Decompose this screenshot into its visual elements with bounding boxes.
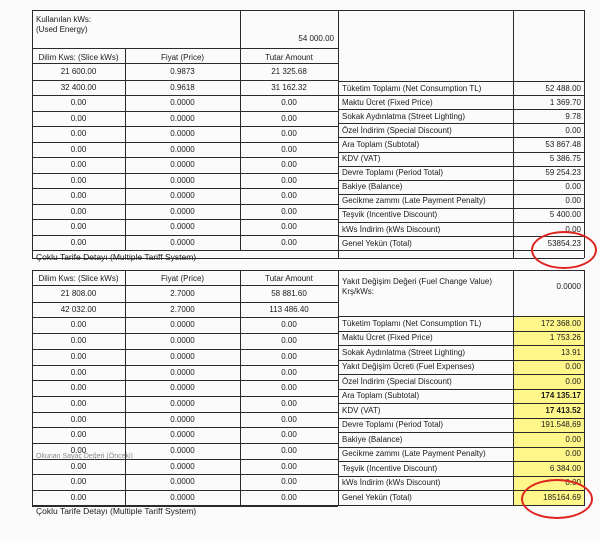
price-cell: 0.0000: [170, 446, 195, 455]
row-divider: [32, 396, 338, 397]
amount-cell: 0.00: [281, 206, 297, 216]
summary-divider: [338, 447, 584, 448]
row-divider: [32, 95, 338, 96]
col-slice-header-b: Dilim Kws: (Slice kWs): [38, 274, 119, 283]
summary-divider: [338, 374, 584, 375]
faint-overlap-text: Okunan Sayaç Değeri (Önceki): [36, 453, 133, 460]
summary-value: 6 384.00: [549, 463, 581, 473]
amount-cell: 58 881.60: [271, 289, 307, 298]
summary-label: Maktu Ücret (Fixed Price): [342, 333, 433, 342]
row-divider: [32, 333, 338, 334]
col-slice-header: Dilim Kws: (Slice kWs): [38, 53, 119, 62]
slice-cell: 0.00: [70, 129, 87, 138]
summary-divider: [338, 152, 584, 153]
summary-label: Ara Toplam (Subtotal): [342, 139, 420, 149]
summary-value: 185164.69: [543, 492, 581, 502]
summary-divider: [338, 432, 584, 433]
price-cell: 0.0000: [170, 383, 195, 393]
summary-value: 53 867.48: [545, 139, 581, 149]
used-energy-label: Kullanılan kWs:: [36, 15, 92, 24]
row-divider: [32, 317, 338, 318]
slice-cell: 0.00: [70, 160, 87, 169]
amount-cell: 0.00: [281, 160, 297, 169]
summary-label: Devre Toplamı (Period Total): [342, 168, 444, 178]
summary-divider: [338, 476, 584, 477]
amount-cell: 0.00: [281, 98, 297, 107]
summary-label: Bakiye (Balance): [342, 182, 403, 192]
row-divider: [32, 490, 338, 491]
summary-divider: [338, 180, 584, 181]
summary-value: 52 488.00: [545, 83, 581, 93]
amount-cell: 0.00: [281, 446, 297, 455]
slice-cell: 0.00: [70, 477, 87, 487]
summary-divider: [338, 95, 584, 96]
amount-cell: 31 162.32: [271, 82, 307, 92]
slice-cell: 21 600.00: [60, 67, 97, 76]
row-divider: [32, 219, 338, 220]
summary-label: Yakıt Değişim Ücreti (Fuel Expenses): [342, 362, 475, 371]
used-energy-label-en: (Used Energy): [36, 25, 88, 34]
price-cell: 0.0000: [170, 206, 195, 216]
amount-cell: 0.00: [281, 191, 297, 200]
slice-cell: 0.00: [70, 398, 87, 408]
section-title-top: Çoklu Tarife Detayı (Multiple Tariff System): [36, 252, 197, 262]
summary-divider: [338, 208, 584, 209]
summary-label: KDV (VAT): [342, 154, 381, 163]
summary-value: 0.00: [565, 449, 581, 458]
amount-cell: 0.00: [281, 367, 297, 377]
slice-cell: 0.00: [70, 222, 87, 231]
summary-value: 5 386.75: [549, 154, 581, 163]
slice-cell: 0.00: [70, 493, 87, 503]
summary-label: Özel İndirim (Special Discount): [342, 125, 452, 135]
price-cell: 0.0000: [170, 493, 195, 503]
summary-divider: [338, 389, 584, 390]
price-cell: 0.9618: [170, 82, 195, 92]
price-cell: 0.0000: [170, 222, 195, 231]
summary-label: kWs İndirim (kWs Discount): [342, 224, 441, 234]
amount-cell: 0.00: [281, 222, 297, 231]
slice-cell: 0.00: [70, 113, 87, 123]
amount-cell: 0.00: [281, 430, 297, 440]
amount-cell: 0.00: [281, 320, 297, 330]
price-cell: 0.0000: [170, 237, 195, 247]
price-cell: 0.0000: [170, 175, 195, 185]
price-cell: 0.0000: [170, 461, 195, 471]
fuel-change-label: Yakıt Değişim Değeri (Fuel Change Value): [342, 277, 492, 286]
summary-divider: [338, 194, 584, 195]
summary-label: Ara Toplam (Subtotal): [342, 391, 420, 400]
slice-cell: 0.00: [70, 446, 87, 455]
amount-cell: 0.00: [281, 461, 297, 471]
summary-value: 53854.23: [547, 238, 581, 248]
summary-label: Özel İndirim (Special Discount): [342, 376, 452, 386]
summary-value: 172 368.00: [540, 318, 581, 328]
summary-label: Genel Yekün (Total): [342, 238, 412, 248]
price-cell: 0.0000: [170, 477, 195, 487]
row-divider: [32, 474, 338, 475]
price-cell: 0.0000: [170, 320, 195, 330]
slice-cell: 0.00: [70, 206, 87, 216]
price-cell: 2.7000: [170, 289, 195, 298]
summary-value: 0.00: [565, 224, 581, 234]
summary-divider: [338, 461, 584, 462]
summary-divider: [338, 166, 584, 167]
amount-cell: 21 325.68: [271, 67, 307, 76]
row-divider: [32, 412, 338, 413]
slice-cell: 0.00: [70, 430, 87, 440]
summary-value: 174 135.17: [540, 391, 581, 400]
amount-cell: 0.00: [281, 414, 297, 424]
price-cell: 0.0000: [170, 430, 195, 440]
summary-label: Tüketim Toplamı (Net Consumption TL): [342, 83, 482, 93]
summary-label: Tüketim Toplamı (Net Consumption TL): [342, 318, 482, 328]
amount-cell: 0.00: [281, 129, 297, 138]
slice-cell: 0.00: [70, 144, 87, 154]
summary-label: Teşvik (Incentive Discount): [342, 210, 438, 220]
price-cell: 0.0000: [170, 398, 195, 408]
slice-cell: 32 400.00: [60, 82, 97, 92]
price-cell: 0.0000: [170, 144, 195, 154]
summary-divider: [338, 403, 584, 404]
row-divider: [32, 157, 338, 158]
summary-label: Maktu Ücret (Fixed Price): [342, 97, 433, 107]
summary-label: Sokak Aydınlatma (Street Lighting): [342, 347, 466, 357]
summary-value: 191.548,69: [540, 420, 581, 429]
summary-value: 0.00: [565, 434, 581, 444]
amount-cell: 0.00: [281, 398, 297, 408]
price-cell: 0.0000: [170, 129, 195, 138]
summary-divider: [338, 222, 584, 223]
amount-cell: 0.00: [281, 477, 297, 487]
summary-divider: [338, 81, 584, 82]
price-cell: 0.0000: [170, 367, 195, 377]
summary-label: Devre Toplamı (Period Total): [342, 420, 444, 429]
slice-cell: 0.00: [70, 383, 87, 393]
row-divider: [32, 173, 338, 174]
price-cell: 0.0000: [170, 191, 195, 200]
col-amount-header-b: Tutar Amount: [265, 274, 313, 283]
row-divider: [32, 443, 338, 444]
slice-cell: 0.00: [70, 175, 87, 185]
summary-label: Sokak Aydınlatma (Street Lighting): [342, 111, 466, 121]
summary-value: 13.91: [560, 347, 581, 357]
amount-cell: 0.00: [281, 113, 297, 123]
summary-divider: [338, 123, 584, 124]
price-cell: 0.0000: [170, 336, 195, 346]
summary-label: Teşvik (Incentive Discount): [342, 463, 438, 473]
slice-cell: 0.00: [70, 367, 87, 377]
price-cell: 0.0000: [170, 160, 195, 169]
row-divider: [32, 250, 338, 251]
total-circle-bottom: [521, 479, 593, 519]
summary-label: Gecikme zammı (Late Payment Penalty): [342, 449, 486, 458]
row-divider: [32, 427, 338, 428]
summary-divider: [338, 345, 584, 346]
summary-value: 0.00: [565, 125, 581, 135]
price-cell: 0.9873: [170, 67, 195, 76]
price-cell: 0.0000: [170, 98, 195, 107]
price-cell: 0.0000: [170, 351, 195, 361]
amount-cell: 113 486.40: [269, 304, 309, 314]
col-price-header-b: Fiyat (Price): [160, 274, 205, 283]
row-divider: [32, 111, 338, 112]
summary-value: 0.00: [565, 182, 581, 192]
row-divider: [32, 235, 338, 236]
summary-value: 5 400.00: [549, 210, 581, 220]
summary-label: Genel Yekün (Total): [342, 492, 412, 502]
summary-value: 59 254.23: [545, 168, 581, 178]
row-divider: [32, 126, 338, 127]
summary-divider: [338, 137, 584, 138]
slice-cell: 42 032.00: [60, 304, 97, 314]
summary-divider: [338, 331, 584, 332]
summary-value: 0.00: [565, 376, 581, 386]
summary-value: 1 753.26: [549, 333, 581, 342]
slice-cell: 0.00: [70, 320, 87, 330]
summary-value: 1 369.70: [549, 97, 581, 107]
total-circle-top: [531, 231, 597, 269]
summary-label: Gecikme zammı (Late Payment Penalty): [342, 196, 486, 206]
summary-label: Bakiye (Balance): [342, 434, 403, 444]
slice-cell: 0.00: [70, 414, 87, 424]
summary-value: 9.78: [565, 111, 581, 121]
row-divider: [32, 80, 338, 81]
col-amount-header: Tutar Amount: [265, 53, 313, 62]
row-divider: [32, 204, 338, 205]
summary-divider: [338, 418, 584, 419]
used-energy-value: 54 000.00: [298, 34, 334, 43]
summary-value: 0.00: [565, 362, 581, 371]
price-cell: 2.7000: [170, 304, 195, 314]
summary-label: kWs İndirim (kWs Discount): [342, 478, 441, 487]
slice-cell: 0.00: [70, 461, 87, 471]
summary-value: 0.00: [565, 196, 581, 206]
fuel-change-unit: Krş/kWs:: [342, 287, 374, 296]
row-divider: [32, 142, 338, 143]
summary-divider: [338, 109, 584, 110]
row-divider: [32, 365, 338, 366]
row-divider: [32, 380, 338, 381]
slice-cell: 0.00: [70, 336, 87, 346]
amount-cell: 0.00: [281, 237, 297, 247]
summary-value: 17 413.52: [545, 405, 581, 415]
slice-cell: 0.00: [70, 191, 87, 200]
row-divider: [32, 188, 338, 189]
summary-label: KDV (VAT): [342, 405, 381, 415]
amount-cell: 0.00: [281, 351, 297, 361]
slice-cell: 0.00: [70, 237, 87, 247]
row-divider: [32, 349, 338, 350]
amount-cell: 0.00: [281, 383, 297, 393]
col-price-header: Fiyat (Price): [160, 53, 205, 62]
section-title-bottom: Çoklu Tarife Detayı (Multiple Tariff System): [36, 506, 197, 516]
slice-cell: 0.00: [70, 351, 87, 361]
slice-cell: 0.00: [70, 98, 87, 107]
price-cell: 0.0000: [170, 113, 195, 123]
amount-cell: 0.00: [281, 175, 297, 185]
price-cell: 0.0000: [170, 414, 195, 424]
row-divider: [32, 302, 338, 303]
amount-cell: 0.00: [281, 144, 297, 154]
slice-cell: 21 808.00: [60, 289, 97, 298]
summary-divider: [338, 360, 584, 361]
fuel-change-value: 0.0000: [556, 282, 581, 291]
amount-cell: 0.00: [281, 336, 297, 346]
summary-value: 0.00: [565, 478, 581, 487]
amount-cell: 0.00: [281, 493, 297, 503]
